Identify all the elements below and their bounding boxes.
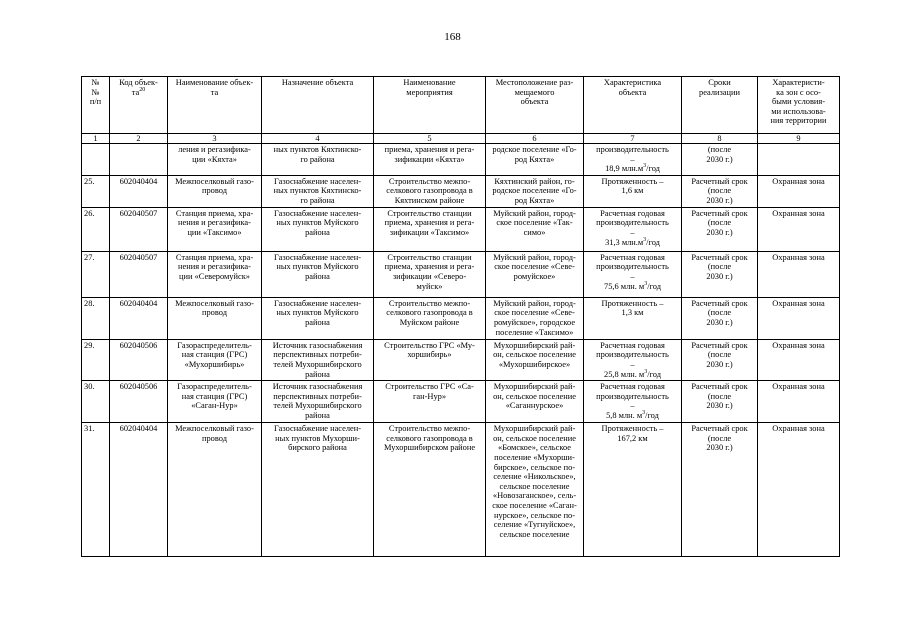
table-row <box>82 175 840 207</box>
cell-name: Станция приема, хра- нения и регазифика- ции «Северомуйск» <box>168 251 262 297</box>
cell-characteristic <box>584 423 682 557</box>
characteristic-unit: /год <box>647 369 661 379</box>
column-number: 2 <box>110 134 168 144</box>
cell-location: Мухоршибирский рай- он, сельское поселение «Бомское», сельское поселение «Мухорши- бирское», сельское по- селение «Никольское», сельское поселение «Новозаганское», сель- ское поселение «Саган- нурское», сельское по- селение «Тугнуйское», сельское поселение <box>486 423 584 557</box>
cell-measure: Строительство ГРС «Му- хоршибирь» <box>374 339 486 380</box>
cell-code <box>110 144 168 176</box>
cell-characteristic <box>584 144 682 176</box>
header-row <box>82 77 840 134</box>
cell-characteristic <box>584 175 682 207</box>
cell-code: 602040507 <box>110 251 168 297</box>
cell-code: 602040404 <box>110 297 168 339</box>
cell-zone: Охранная зона <box>758 423 840 557</box>
superscript-3: 3 <box>644 368 648 375</box>
cell-term: Расчетный срок (после 2030 г.) <box>682 297 758 339</box>
header-purpose: Назначение объекта <box>262 77 374 134</box>
cell-location: Кяхтинский район, го- родское поселение «Го- род Кяхта» <box>486 175 584 207</box>
table-row <box>82 207 840 251</box>
cell-code: 602040506 <box>110 381 168 423</box>
table-row <box>82 339 840 380</box>
cell-measure: Строительство межпо- селкового газопровода в Кяхтинском районе <box>374 175 486 207</box>
cell-num: 27. <box>82 251 110 297</box>
header-characteristic: Характеристика объекта <box>584 77 682 134</box>
characteristic-unit: /год <box>645 410 659 420</box>
column-number: 3 <box>168 134 262 144</box>
cell-term: (после 2030 г.) <box>682 144 758 176</box>
characteristic-text: Расчетная годовая производительность – <box>596 208 669 237</box>
header-code <box>110 77 168 134</box>
cell-location: Муйский район, город- ское поселение «Севе- ромуйское», городское поселение «Таксимо» <box>486 297 584 339</box>
header-measure: Наименование мероприятия <box>374 77 486 134</box>
superscript-3: 3 <box>643 236 647 243</box>
cell-term: Расчетный срок (после 2030 г.) <box>682 339 758 380</box>
table-row <box>82 423 840 557</box>
cell-name: Газораспределитель- ная станция (ГРС) «Мухоршибирь» <box>168 339 262 380</box>
characteristic-value: 31,3 млн.м <box>605 237 644 247</box>
cell-term: Расчетный срок (после 2030 г.) <box>682 251 758 297</box>
cell-zone <box>758 144 840 176</box>
characteristic-text: Расчетная годовая производительность – <box>596 382 669 411</box>
header-term: Сроки реализации <box>682 77 758 134</box>
cell-zone: Охранная зона <box>758 381 840 423</box>
column-number: 4 <box>262 134 374 144</box>
cell-zone: Охранная зона <box>758 339 840 380</box>
cell-location: родское поселение «Го- род Кяхта» <box>486 144 584 176</box>
cell-num: 25. <box>82 175 110 207</box>
table-row-continued <box>82 144 840 176</box>
table-row <box>82 381 840 423</box>
cell-name: Межпоселковый газо- провод <box>168 297 262 339</box>
cell-name: Станция приема, хра- нения и регазифика- ции «Таксимо» <box>168 207 262 251</box>
characteristic-text: производительность – <box>596 145 669 164</box>
cell-purpose: ных пунктов Кяхтинско- го района <box>262 144 374 176</box>
cell-zone: Охранная зона <box>758 297 840 339</box>
cell-location: Муйский район, город- ское поселение «Так- симо» <box>486 207 584 251</box>
characteristic-unit: /год <box>646 237 660 247</box>
cell-zone: Охранная зона <box>758 175 840 207</box>
cell-measure: Строительство станции приема, хранения и рега- зификации «Таксимо» <box>374 207 486 251</box>
cell-measure: Строительство станции приема, хранения и рега- зификации «Северо- муйск» <box>374 251 486 297</box>
characteristic-value: 75,6 млн. м <box>604 281 645 291</box>
header-location: Местоположение раз- мещаемого объекта <box>486 77 584 134</box>
cell-name: Межпоселковый газо- провод <box>168 175 262 207</box>
column-number: 8 <box>682 134 758 144</box>
cell-location: Муйский район, город- ское поселение «Севе- ромуйское» <box>486 251 584 297</box>
page-number: 168 <box>444 31 461 43</box>
superscript-3: 3 <box>643 163 647 170</box>
characteristic-text: Протяженность – 1,3 км <box>601 298 664 318</box>
table-row <box>82 297 840 339</box>
column-number-row <box>82 134 840 144</box>
header-code-footnote: 20 <box>139 86 146 93</box>
cell-code: 602040404 <box>110 175 168 207</box>
characteristic-unit: /год <box>647 281 661 291</box>
characteristic-text: Расчетная годовая производительность – <box>596 252 669 281</box>
superscript-3: 3 <box>644 280 648 287</box>
column-number: 7 <box>584 134 682 144</box>
cell-purpose: Источник газоснабжения перспективных потреби- телей Мухоршибирского района <box>262 381 374 423</box>
column-number: 9 <box>758 134 840 144</box>
characteristic-text: Расчетная годовая производительность – <box>596 340 669 369</box>
cell-num: 26. <box>82 207 110 251</box>
characteristic-unit: /год <box>646 164 660 174</box>
cell-characteristic <box>584 297 682 339</box>
cell-term: Расчетный срок (после 2030 г.) <box>682 381 758 423</box>
cell-measure: Строительство межпо- селкового газопровода в Муйском районе <box>374 297 486 339</box>
cell-num <box>82 144 110 176</box>
cell-purpose: Газоснабжение населен- ных пунктов Мухорши- бирского района <box>262 423 374 557</box>
cell-zone: Охранная зона <box>758 207 840 251</box>
cell-measure: приема, хранения и рега- зификации «Кяхта» <box>374 144 486 176</box>
cell-purpose: Газоснабжение населен- ных пунктов Муйского района <box>262 251 374 297</box>
cell-measure: Строительство межпо- селкового газопровода в Мухоршибирском районе <box>374 423 486 557</box>
cell-zone: Охранная зона <box>758 251 840 297</box>
cell-term: Расчетный срок (после 2030 г.) <box>682 207 758 251</box>
cell-purpose: Газоснабжение населен- ных пунктов Муйского района <box>262 207 374 251</box>
cell-location: Мухоршибирский рай- он, сельское поселение «Саганнурское» <box>486 381 584 423</box>
cell-purpose: Источник газоснабжения перспективных потреби- телей Мухоршибирского района <box>262 339 374 380</box>
cell-num: 30. <box>82 381 110 423</box>
cell-characteristic <box>584 381 682 423</box>
characteristic-value: 25,8 млн. м <box>604 369 645 379</box>
header-code-text: Код объек- та <box>119 78 158 97</box>
cell-num: 29. <box>82 339 110 380</box>
characteristic-value: 5,8 млн. м <box>606 410 643 420</box>
header-num: № № п/п <box>82 77 110 134</box>
cell-code: 602040404 <box>110 423 168 557</box>
objects-table <box>81 76 840 557</box>
cell-characteristic <box>584 251 682 297</box>
cell-name: Межпоселковый газо- провод <box>168 423 262 557</box>
cell-code: 602040506 <box>110 339 168 380</box>
characteristic-text: Протяженность – 1,6 км <box>601 176 664 196</box>
cell-name: ления и регазифика- ции «Кяхта» <box>168 144 262 176</box>
cell-location: Мухоршибирский рай- он, сельское поселение «Мухоршибирское» <box>486 339 584 380</box>
column-number: 5 <box>374 134 486 144</box>
characteristic-text: Протяженность – 167,2 км <box>601 424 664 443</box>
cell-measure: Строительство ГРС «Са- ган-Нур» <box>374 381 486 423</box>
header-zone: Характеристи- ка зон с осо- быми условия- ми использова- ния территории <box>758 77 840 134</box>
cell-characteristic <box>584 339 682 380</box>
superscript-3: 3 <box>642 410 646 417</box>
cell-term: Расчетный срок (после 2030 г.) <box>682 423 758 557</box>
cell-name: Газораспределитель- ная станция (ГРС) «Саган-Нур» <box>168 381 262 423</box>
cell-purpose: Газоснабжение населен- ных пунктов Муйского района <box>262 297 374 339</box>
cell-term: Расчетный срок (после 2030 г.) <box>682 175 758 207</box>
table-row <box>82 251 840 297</box>
header-name: Наименование объек- та <box>168 77 262 134</box>
cell-num: 31. <box>82 423 110 557</box>
cell-code: 602040507 <box>110 207 168 251</box>
cell-num: 28. <box>82 297 110 339</box>
column-number: 6 <box>486 134 584 144</box>
cell-characteristic <box>584 207 682 251</box>
cell-purpose: Газоснабжение населен- ных пунктов Кяхтинско- го района <box>262 175 374 207</box>
characteristic-value: 18,9 млн.м <box>605 164 644 174</box>
column-number: 1 <box>82 134 110 144</box>
